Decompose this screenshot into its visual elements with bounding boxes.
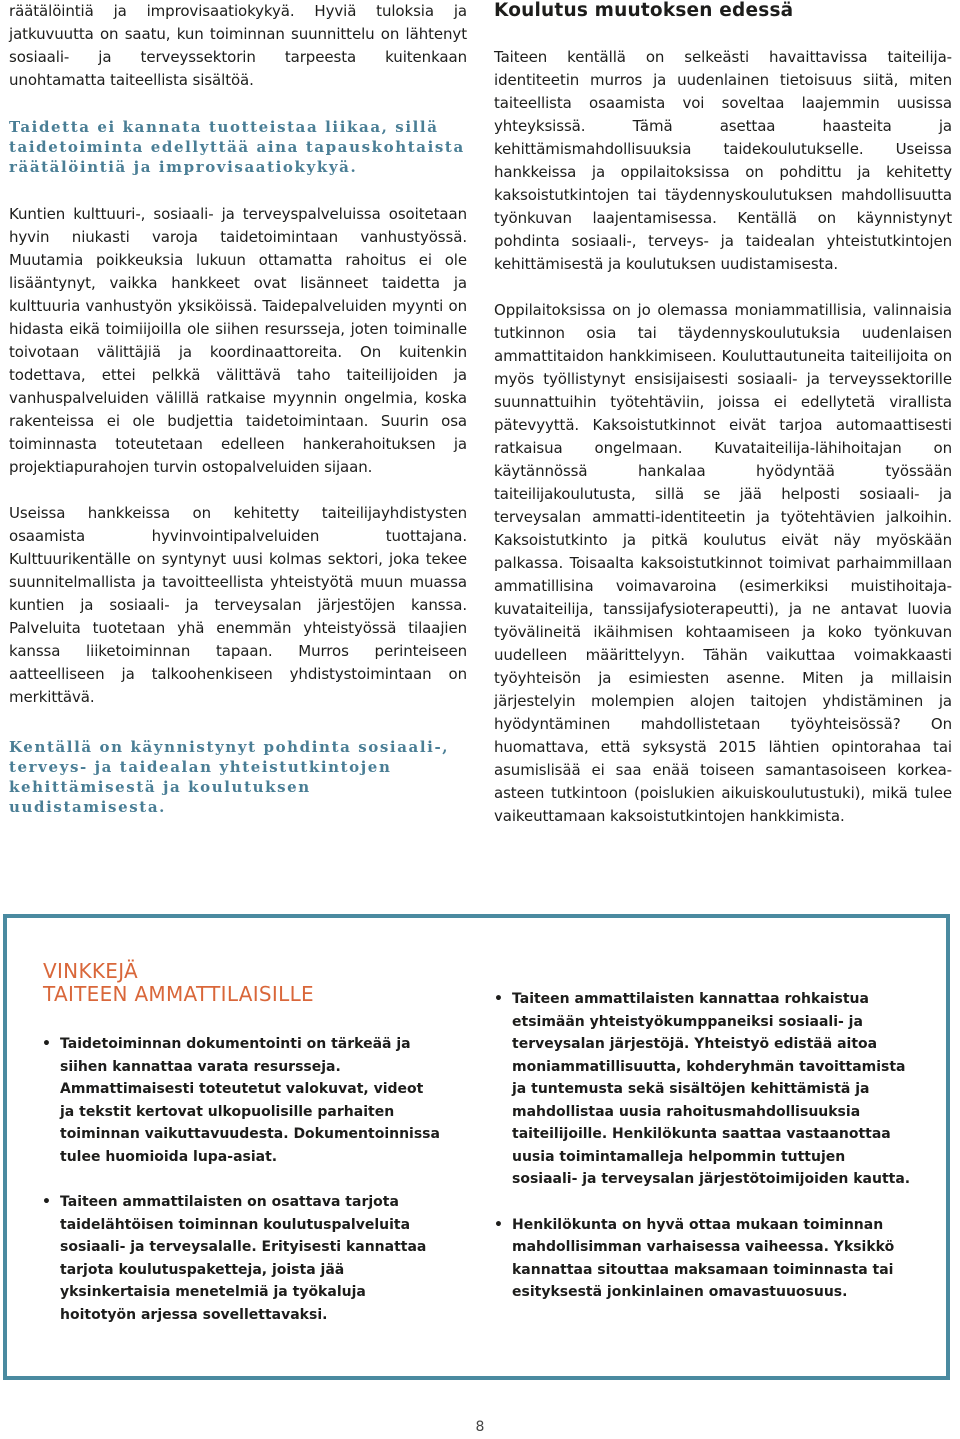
right-paragraph-2: Oppilaitoksissa on jo olemassa moniammatillisia, valinnaisia tutkinnon osia tai täydennyskoulutuksia uudenlaisen ammattitaidon hankkimiseen. Kouluttautuneita taiteilijoita on myös työllistynyt ensisijaisesti sosiaali- ja terveyssektorille suunnattuihin työtehtäviin, joissa ei edellytetä virallista pätevyyttä. Kaksoistutkinnot eivät tarjoa automaattisesti ratkaisua ongelmaan. Kuvataiteilija-lähihoitajan on käytännössä hankalaa hyödyntää työssään taiteilijakoulutusta, sillä se jää helposti sosiaali- ja terveysalan ammatti-identiteetin ja työtehtävien jalkoihin. Kaksoistutkinto ja pitkä koulutus eivät näy myöskään palkassa. Toisaalta kaksoistutkinnot toimivat parhaimmillaan ammatillisina voimavaroina (esimerkiksi muistihoitaja-kuvataiteilija, tanssijafysioterapeutti), ja ne antavat luovia työvälineitä ikäihmisen kohtaamiseen ja koko työnkuvan uudelleen määrittelyyn. Tähän vaikuttaa voimakkaasti työyhteisön ja esimiesten asenne. Miten ja millaisin järjestelyin molempien alojen taitojen yhdistäminen ja hyödyntäminen mahdollistetaan työyhteisössä? On huomattava, että syksystä 2015 lähtien opintorahaa tai asumislisää ei saa enää toiseen samantasoiseen korkea-asteen tutkintoon (poislukien aikuiskoulutustuki), mikä tulee vaikeuttamaan kaksoistutkintojen hankkimista. — [494, 301, 952, 825]
tip-text: Taiteen ammattilaisten kannattaa rohkaistua etsimään yhteistyökumppaneiksi sosiaali- ja terveysalan järjestöjä. Yhteistyö edistää aitoa moniammatillisuutta, kohderyhmän tavoittamista ja tuntemusta sekä sisältöjen kehittämistä ja mahdollistaa uusia rahoitusmahdollisuuksia taiteilijoille. Henkilökunta saattaa vastaanottaa uusia toimintamalleja helpommin tuttujen sosiaali- ja terveysalan järjestötoimijoiden kautta. — [512, 991, 911, 1187]
tip-item — [494, 988, 914, 1191]
tip-text: Taidetoiminnan dokumentointi on tärkeää ja siihen kannattaa varata resursseja. Ammattimaisesti toteutetut valokuvat, videot ja tekstit kertovat ulkopuolisille parhaiten toiminnan vaikuttavuudesta. Dokumentoinnissa tulee huomioida lupa-asiat. — [60, 1036, 440, 1165]
tip-item — [494, 1214, 914, 1304]
tips-title-line-2: TAITEEN AMMATTILAISILLE — [43, 982, 314, 1006]
tip-item — [42, 1191, 442, 1326]
tips-title-line-1: VINKKEJÄ — [43, 959, 139, 983]
tips-list-left — [42, 1033, 442, 1349]
section-heading: Koulutus muutoksen edessä — [494, 0, 794, 21]
bullet-icon: • — [494, 991, 503, 1007]
pull-quote-1: Taidetta ei kannata tuotteistaa liikaa, sillä taidetoiminta edellyttää aina tapauskohtaista räätälöintiä ja improvisaatiokykyä. — [9, 118, 465, 176]
bullet-icon: • — [42, 1194, 51, 1210]
right-paragraph-1: Taiteen kentällä on selkeästi havaittavissa taiteilija-identiteetin murros ja uudenlainen tietoisuus siitä, miten taiteellista osaamista voi soveltaa laajemmin uusissa yhteyksissä. Tämä asettaa haasteita ja kehittämismahdollisuuksia taidekoulutukselle. Useissa hankkeissa ja oppilaitoksissa on pohdittu ja kehitetty kaksoistutkintojen tai täydennyskoulutuksen mahdollisuutta työnkuvan laajentamisessa. Kentällä on käynnistynyt pohdinta sosiaali-, terveys- ja taidealan yhteistutkintojen kehittämisestä ja koulutuksen uudistamisesta. — [494, 48, 952, 273]
right-column — [494, 0, 952, 828]
left-paragraph-3: Useissa hankkeissa on kehitetty taiteilijayhdistysten osaamista hyvinvointipalveluiden tuottajana. Kulttuurikentälle on syntynyt uusi kolmas sektori, joka tekee suunnitelmallista ja tavoitteellista yhteistyötä muun muassa kuntien ja sosiaali- ja terveysalan järjestöjen kanssa. Palveluita tuotetaan yhä enemmän yhteistyössä tilaajien kanssa liiketoiminnan tapaan. Murros perinteiseen aatteelliseen ja talkoohenkiseen yhdistystoimintaan on merkittävä. — [9, 504, 467, 706]
tips-title — [43, 960, 314, 1006]
bullet-icon: • — [42, 1036, 51, 1052]
tip-item — [42, 1033, 442, 1168]
tip-text: Henkilökunta on hyvä ottaa mukaan toiminnan mahdollisimman varhaisessa vaiheessa. Yksikkö kannattaa sitouttaa maksamaan toiminnasta tai esityksestä jonkinlainen omavastuuosuus. — [512, 1216, 895, 1300]
left-paragraph-1: räätälöintiä ja improvisaatiokykyä. Hyviä tuloksia ja jatkuvuutta on saatu, kun toiminnan suunnittelu on lähtenyt sosiaali- ja terveyssektorin tarpeesta kuitenkaan unohtamatta taiteellista sisältöä. — [9, 2, 467, 89]
page-number: 8 — [475, 1419, 485, 1435]
tips-box — [3, 914, 950, 1380]
bullet-icon: • — [494, 1216, 503, 1233]
left-paragraph-2: Kuntien kulttuuri-, sosiaali- ja terveyspalveluissa osoitetaan hyvin niukasti varoja taidetoimintaan vanhustyössä. Muutamia poikkeuksia lukuun ottamatta rahoitus ei ole lisääntynyt, vaikka hankkeet ovat lisänneet taidetta ja kulttuuria vanhustyön yksiköissä. Taidepalveluiden myynti on hidasta eikä toimiijoilla ole siihen resursseja, joten toiminalle toivotaan välittäjiä ja koordinaattoreita. On kuitenkin todettava, ettei pelkkä välittävä taho taiteilijoiden ja vanhuspalveluiden välillä ratkaise myynnin ongelmia, koska rakenteissa ei ole budjettia taidetoimintaan. Suurin osa toiminnasta toteutetaan edelleen hankerahoituksen ja projektiapurahojen turvin ostopalveluiden sijaan. — [9, 205, 467, 476]
pull-quote-2: Kentällä on käynnistynyt pohdinta sosiaali-, terveys- ja taidealan yhteistutkintojen kehittämisestä ja koulutuksen uudistamisesta. — [9, 738, 450, 816]
tip-text: Taiteen ammattilaisten on osattava tarjota taidelähtöisen toiminnan koulutuspalveluita sosiaali- ja terveysalalle. Erityisesti kannattaa tarjota koulutuspaketteja, joista jää yksinkertaisia menetelmiä ja työkaluja hoitotyön arjessa sovellettavaksi. — [60, 1194, 427, 1323]
left-column — [9, 0, 467, 817]
tips-list-right — [494, 988, 914, 1327]
